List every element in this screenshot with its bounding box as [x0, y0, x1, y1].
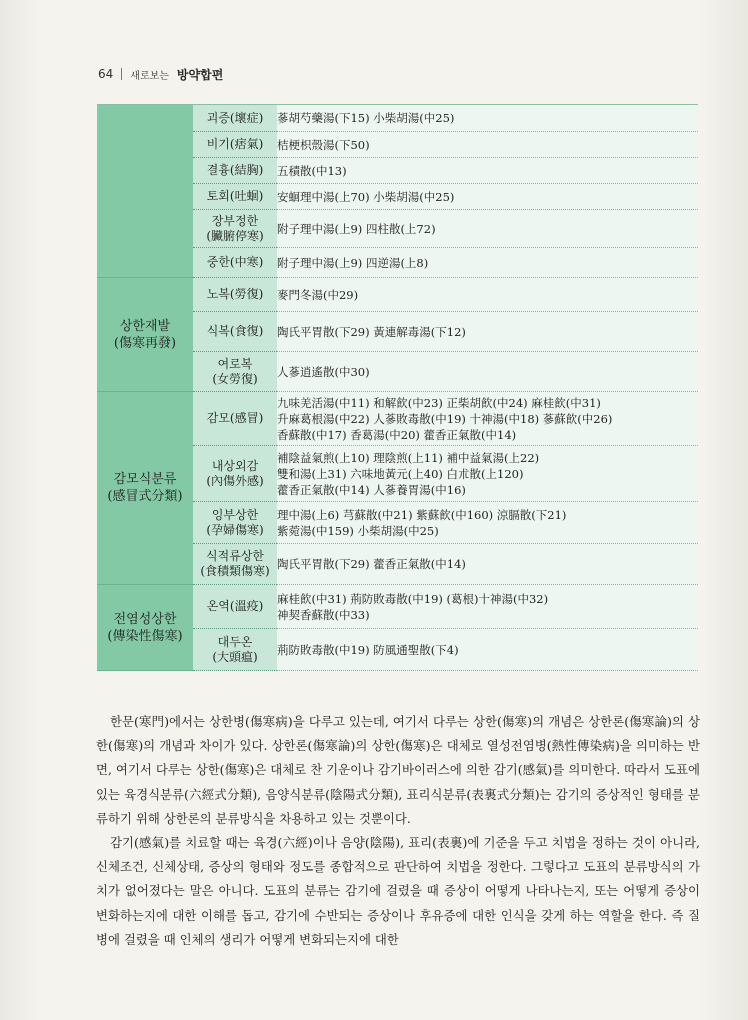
table-row: [97, 105, 698, 132]
symptom-label: 식복(食復): [193, 312, 277, 352]
table-row: [97, 392, 698, 446]
prescription-list: 桔梗枳殼湯(下50): [277, 132, 698, 158]
symptom-label: 감모(感冒): [193, 392, 277, 446]
table-row: [97, 585, 698, 629]
symptom-label: 괴증(壞症): [193, 105, 277, 132]
category-cell-continued: [97, 105, 193, 278]
prescription-table: [97, 104, 698, 671]
paragraph: 감기(感氣)를 치료할 때는 육경(六經)이나 음양(陰陽), 표리(表裏)에 기준을 두고 치법을 정하는 것이 아니라, 신체조건, 신체상태, 증상의 형태와 정도를 종합적으로 판단하여 치법을 정한다. 그렇다고 도표의 분류방식의 가치가 없어졌다는 말은 아니다. 도표의 분류는 감기에 걸렸을 때 증상이 어떻게 나타나는지, 또는 어떻게 증상이 변화하는지에 대한 이해를 돕고, 감기에 수반되는 증상이나 후유증에 대한 인식을 갖게 하는 역할을 한다. 즉 질병에 걸렸을 때 인체의 생리가 어떻게 변화되는지에 대한: [96, 835, 700, 947]
symptom-label: 장부정한 (臟腑停寒): [193, 210, 277, 248]
page-number: 64: [98, 67, 114, 81]
prescription-list: 安蛔理中湯(上70) 小柴胡湯(中25): [277, 184, 698, 210]
symptom-label: 잉부상한 (孕婦傷寒): [193, 502, 277, 544]
table-row: [97, 278, 698, 312]
category-label: 전염성상한 (傳染性傷寒): [97, 585, 193, 671]
prescription-list: 陶氏平胃散(下29) 黃連解毒湯(下12): [277, 312, 698, 352]
prescription-list: 附子理中湯(上9) 四逆湯(上8): [277, 248, 698, 278]
symptom-label: 중한(中寒): [193, 248, 277, 278]
symptom-label: 온역(溫疫): [193, 585, 277, 629]
body-text: [96, 710, 700, 952]
series-name: 새로보는: [130, 70, 169, 82]
category-label: 감모식분류 (感冒式分類): [97, 392, 193, 585]
prescription-list: 九味羌活湯(中11) 和解飮(中23) 正柴胡飮(中24) 麻桂飮(中31) 升麻葛根湯(中22) 人蔘敗毒散(中19) 十神湯(中18) 蔘蘇飮(中26) 香蘇散(中17) 香葛湯(中20) 藿香正氣散(中14): [277, 392, 698, 446]
prescription-list: 蔘胡芍藥湯(下15) 小柴胡湯(中25): [277, 105, 698, 132]
symptom-label: 토회(吐蛔): [193, 184, 277, 210]
header-divider: [121, 68, 122, 80]
symptom-label: 여로복 (女勞復): [193, 352, 277, 392]
symptom-label: 식적류상한 (食積類傷寒): [193, 544, 277, 585]
paragraph: 한문(寒門)에서는 상한병(傷寒病)을 다루고 있는데, 여기서 다루는 상한(傷寒)의 개념은 상한론(傷寒論)의 상한(傷寒)의 개념과 차이가 있다. 상한론(傷寒論)의 상한(傷寒)은 대체로 열성전염병(熱性傳染病)을 의미하는 반면, 여기서 다루는 상한(傷寒)은 대체로 찬 기운이나 감기바이러스에 의한 감기(感氣)를 의미한다. 따라서 도표에 있는 육경식분류(六經式分類), 음양식분류(陰陽式分類), 표리식분류(表裏式分類)는 감기의 증상적인 형태를 분류하기 위해 상한론의 분류방식을 차용하고 있는 것뿐이다.: [96, 714, 700, 826]
symptom-label: 결흉(結胸): [193, 158, 277, 184]
book-title: 방약합편: [176, 67, 224, 82]
symptom-label: 대두온 (大頭瘟): [193, 629, 277, 671]
prescription-list: 荊防敗毒散(中19) 防風通聖散(下4): [277, 629, 698, 671]
prescription-list: 麻桂飮(中31) 荊防敗毒散(中19) (葛根)十神湯(中32) 神契香蘇散(中33): [277, 585, 698, 629]
prescription-list: 麥門冬湯(中29): [277, 278, 698, 312]
prescription-list: 補陰益氣煎(上10) 理陰煎(上11) 補中益氣湯(上22) 雙和湯(上31) 六味地黃元(上40) 白朮散(上120) 藿香正氣散(中14) 人蔘養胃湯(中16): [277, 446, 698, 502]
prescription-list: 附子理中湯(上9) 四柱散(上72): [277, 210, 698, 248]
prescription-list: 五積散(中13): [277, 158, 698, 184]
symptom-label: 노복(勞復): [193, 278, 277, 312]
symptom-label: 비기(痞氣): [193, 132, 277, 158]
prescription-list: 理中湯(上6) 芎蘇散(中21) 紫蘇飮(中160) 涼膈散(下21) 紫菀湯(中159) 小柴胡湯(中25): [277, 502, 698, 544]
symptom-label: 내상외감 (內傷外感): [193, 446, 277, 502]
prescription-list: 陶氏平胃散(下29) 藿香正氣散(中14): [277, 544, 698, 585]
running-header: [98, 64, 223, 84]
prescription-list: 人蔘逍遙散(中30): [277, 352, 698, 392]
category-label: 상한재발 (傷寒再發): [97, 278, 193, 392]
